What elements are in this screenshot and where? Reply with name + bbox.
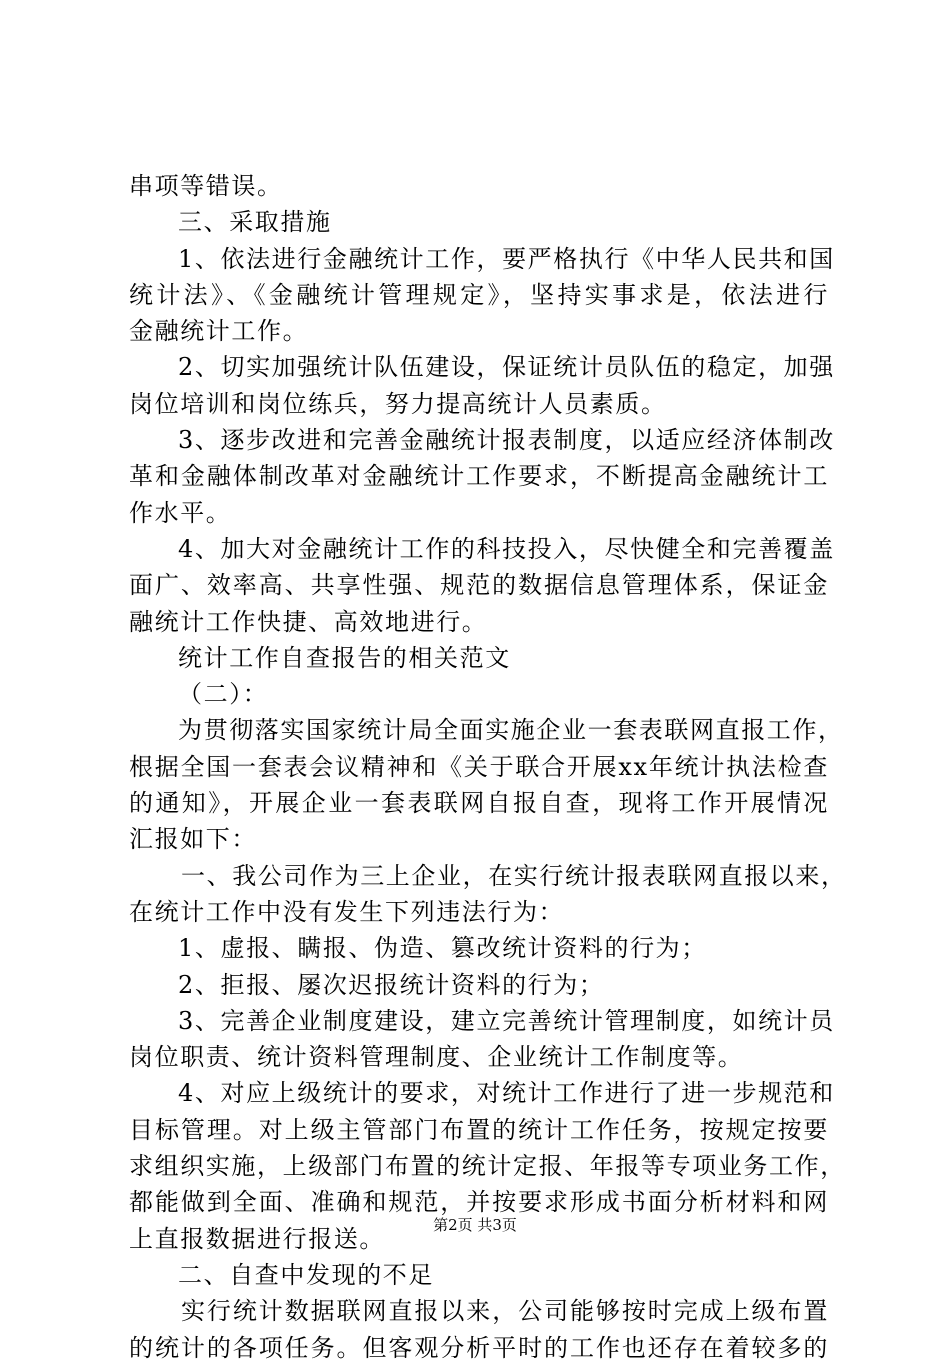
text-line: 4、对应上级统计的要求，对统计工作进行了进一步规范和: [178, 1079, 835, 1108]
text-line: 革和金融体制改革对金融统计工作要求，不断提高金融统计工: [129, 462, 829, 491]
text-line: 1、依法进行金融统计工作，要严格执行《中华人民共和国: [178, 244, 835, 273]
text-line: 实行统计数据联网直报以来，公司能够按时完成上级布置: [181, 1297, 829, 1326]
text-line: 岗位职责、统计资料管理制度、企业统计工作制度等。: [129, 1043, 744, 1072]
text-line: 金融统计工作。: [129, 317, 309, 346]
text-line: 岗位培训和岗位练兵，努力提高统计人员素质。: [129, 389, 667, 418]
text-line: 都能做到全面、准确和规范，并按要求形成书面分析材料和网: [129, 1188, 829, 1217]
text-line: 为贯彻落实国家统计局全面实施企业一套表联网直报工作，: [178, 716, 844, 745]
text-line: 统计工作自查报告的相关范文: [178, 643, 511, 672]
text-line: 面广、效率高、共享性强、规范的数据信息管理体系，保证金: [129, 571, 829, 600]
text-line: 融统计工作快捷、高效地进行。: [129, 607, 488, 636]
text-line: 2、拒报、屡次迟报统计资料的行为；: [178, 970, 605, 999]
text-line: 1、虚报、瞒报、伪造、篡改统计资料的行为；: [178, 934, 707, 963]
text-line: （二）：: [178, 680, 269, 709]
document-body: [129, 168, 847, 1366]
text-line: 3、逐步改进和完善金融统计报表制度，以适应经济体制改: [178, 426, 835, 455]
text-line: 根据全国一套表会议精神和《关于联合开展xx年统计执法检查: [129, 752, 829, 781]
text-line: 的通知》，开展企业一套表联网自报自查，现将工作开展情况: [129, 789, 829, 818]
text-line: 求组织实施，上级部门布置的统计定报、年报等专项业务工作，: [129, 1152, 846, 1181]
text-line: 2、切实加强统计队伍建设，保证统计员队伍的稳定，加强: [178, 353, 835, 382]
text-line: 串项等错误。: [129, 172, 283, 200]
text-line: 3、完善企业制度建设，建立完善统计管理制度，如统计员: [178, 1006, 835, 1035]
text-line: 二、自查中发现的不足: [178, 1260, 434, 1289]
page-footer: 第2页 共3页: [433, 1216, 517, 1234]
text-line: 三、采取措施: [178, 208, 332, 237]
text-line: 统计法》、《金融统计管理规定》，坚持实事求是，依法进行: [129, 280, 829, 309]
text-line: 的统计的各项任务。但客观分析平时的工作也还存在着较多的: [129, 1333, 829, 1362]
text-line: 一、我公司作为三上企业，在实行统计报表联网直报以来，: [181, 861, 847, 890]
text-line: 作水平。: [129, 498, 232, 527]
text-line: 汇报如下：: [129, 825, 257, 854]
text-line: 4、加大对金融统计工作的科技投入，尽快健全和完善覆盖: [178, 534, 835, 563]
text-line: 在统计工作中没有发生下列违法行为：: [129, 897, 565, 926]
text-line: 目标管理。对上级主管部门布置的统计工作任务，按规定按要: [129, 1115, 829, 1144]
text-line: 上直报数据进行报送。: [129, 1224, 385, 1253]
